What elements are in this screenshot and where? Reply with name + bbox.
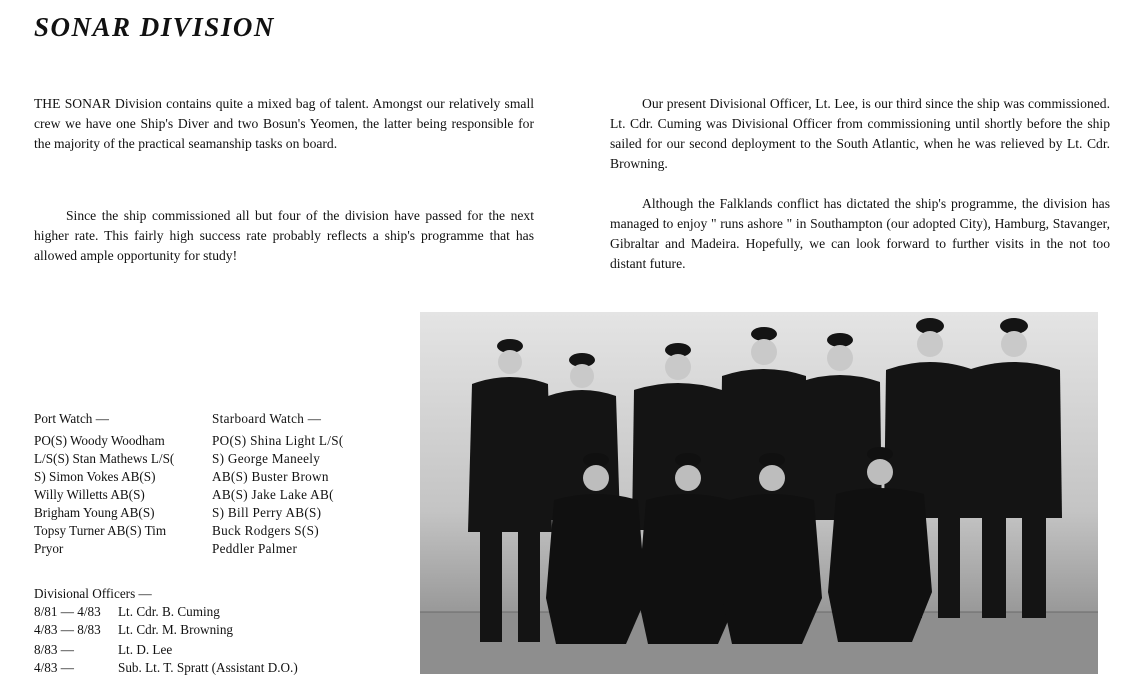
officer-row [34,603,298,621]
officer-row [34,621,298,639]
officer-paragraph: Our present Divisional Officer, Lt. Lee, is our third since the ship was commissioned. Lt. Cdr. Cuming was Divisional Officer from commissioning until shortly before the ship sailed for our second deployment to the South Atlantic, when he was relieved by Lt. Cdr. Browning. [610,96,1110,171]
list-item: Topsy Turner AB(S) Tim [34,523,167,538]
runs-ashore-paragraph: Although the Falklands conflict has dictated the ship's programme, the division has managed to enjoy " runs ashore " in Southampton (our adopted City), Hamburg, Stavanger, Gibraltar and Madeira. Hopefully, we can look forward to further visits in the not too distant future. [610,196,1110,271]
list-item: AB(S) Buster Brown [212,469,329,484]
port-watch-list [34,410,194,558]
divisional-officers-list [34,585,298,677]
officer-name: Lt. D. Lee [118,642,173,657]
group-photo-icon [420,312,1098,674]
list-item: L/S(S) Stan Mathews L/S( [34,451,175,466]
list-item: Pryor [34,541,64,556]
starboard-watch-heading: Starboard Watch — [212,411,322,426]
promotion-paragraph: Since the ship commissioned all but four of the division have passed for the next higher rate. This fairly high success rate probably reflects a ship's programme that has allowed ample opportunity for study! [34,208,534,263]
officer-row [34,659,298,677]
officer-date: 4/83 — 8/83 [34,622,101,637]
list-item: Willy Willetts AB(S) [34,487,145,502]
list-item: AB(S) Jake Lake AB( [212,487,334,502]
list-item: PO(S) Woody Woodham [34,433,165,448]
list-item: S) George Maneely [212,451,321,466]
intro-paragraph: THE SONAR Division contains quite a mixed bag of talent. Amongst our relatively small crew we have one Ship's Diver and two Bosun's Yeomen, the latter being responsible for the majority of the practical seamanship tasks on board. [34,96,534,151]
officer-name: Sub. Lt. T. Spratt (Assistant D.O.) [118,660,298,675]
divisional-officers-heading: Divisional Officers — [34,586,152,601]
officer-date: 8/81 — 4/83 [34,604,101,619]
port-watch-heading: Port Watch — [34,411,109,426]
group-photo [420,312,1098,674]
officer-date: 8/83 — [34,642,74,657]
officer-name: Lt. Cdr. B. Cuming [118,604,220,619]
officer-name: Lt. Cdr. M. Browning [118,622,234,637]
officer-row [34,641,298,659]
list-item: S) Simon Vokes AB(S) [34,469,156,484]
list-item: Brigham Young AB(S) [34,505,155,520]
list-item: S) Bill Perry AB(S) [212,505,322,520]
page-title: SONAR DIVISION [34,12,275,42]
starboard-watch-list [212,410,372,558]
list-item: PO(S) Shina Light L/S( [212,433,344,448]
list-item: Buck Rodgers S(S) [212,523,319,538]
officer-date: 4/83 — [34,660,74,675]
list-item: Peddler Palmer [212,541,298,556]
